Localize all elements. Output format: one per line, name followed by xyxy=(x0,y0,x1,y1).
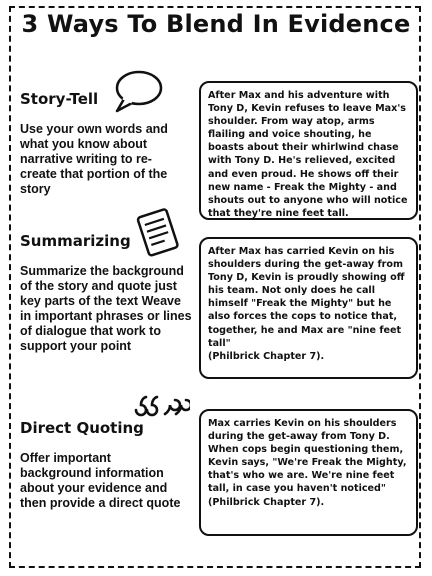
example-box-story-tell xyxy=(199,81,418,220)
quotation-marks-icon xyxy=(132,394,190,420)
section-description-story-tell: Use your own words and what you know about narrative writing to re-create that portion of the story xyxy=(20,122,168,196)
example-paragraph: When cops begin questioning them, Kevin says, "We're Freak the Mighty, that's who we are. We're nine feet tall, in case you haven't noticed" xyxy=(208,444,407,495)
section-heading-story-tell: Story-Tell xyxy=(20,90,99,108)
example-citation: (Philbrick Chapter 7). xyxy=(208,496,325,508)
example-paragraph: After Max has carried Kevin on his shoulders during the get-away from Tony D, Kevin is proudly showing off his team. Not only does he call himself "Freak the Mighty" but he also forces the cops to notice that, together, he and Max are "nine feet tall" xyxy=(208,246,405,349)
section-heading-summarizing: Summarizing xyxy=(20,232,131,250)
section-heading-direct-quoting: Direct Quoting xyxy=(20,419,144,437)
example-box-summarizing xyxy=(199,237,418,379)
example-paragraph: Max carries Kevin on his shoulders during the get-away from Tony D. xyxy=(208,418,397,443)
example-paragraph: After Max and his adventure with Tony D, Kevin refuses to leave Max's shoulder. From way atop, arms flailing and voice shouting, he boasts about their whirlwind chase with Tony D. He's relieved, excited and even proud. He shows off their new name - Freak the Mighty - and shouts out to anyone who will notice that they're nine feet tall. xyxy=(208,90,408,219)
example-citation: (Philbrick Chapter 7). xyxy=(208,350,325,362)
speech-bubble-icon xyxy=(110,68,164,116)
page-title: 3 Ways To Blend In Evidence xyxy=(21,10,411,38)
section-description-direct-quoting: Offer important background information about your evidence and then provide a direct quote xyxy=(20,451,181,510)
document-icon xyxy=(134,206,184,260)
section-description-summarizing: Summarize the background of the story and quote just key parts of the text Weave in important phrases or lines of dialogue that work to support your point xyxy=(20,264,192,353)
example-box-direct-quoting xyxy=(199,409,418,536)
